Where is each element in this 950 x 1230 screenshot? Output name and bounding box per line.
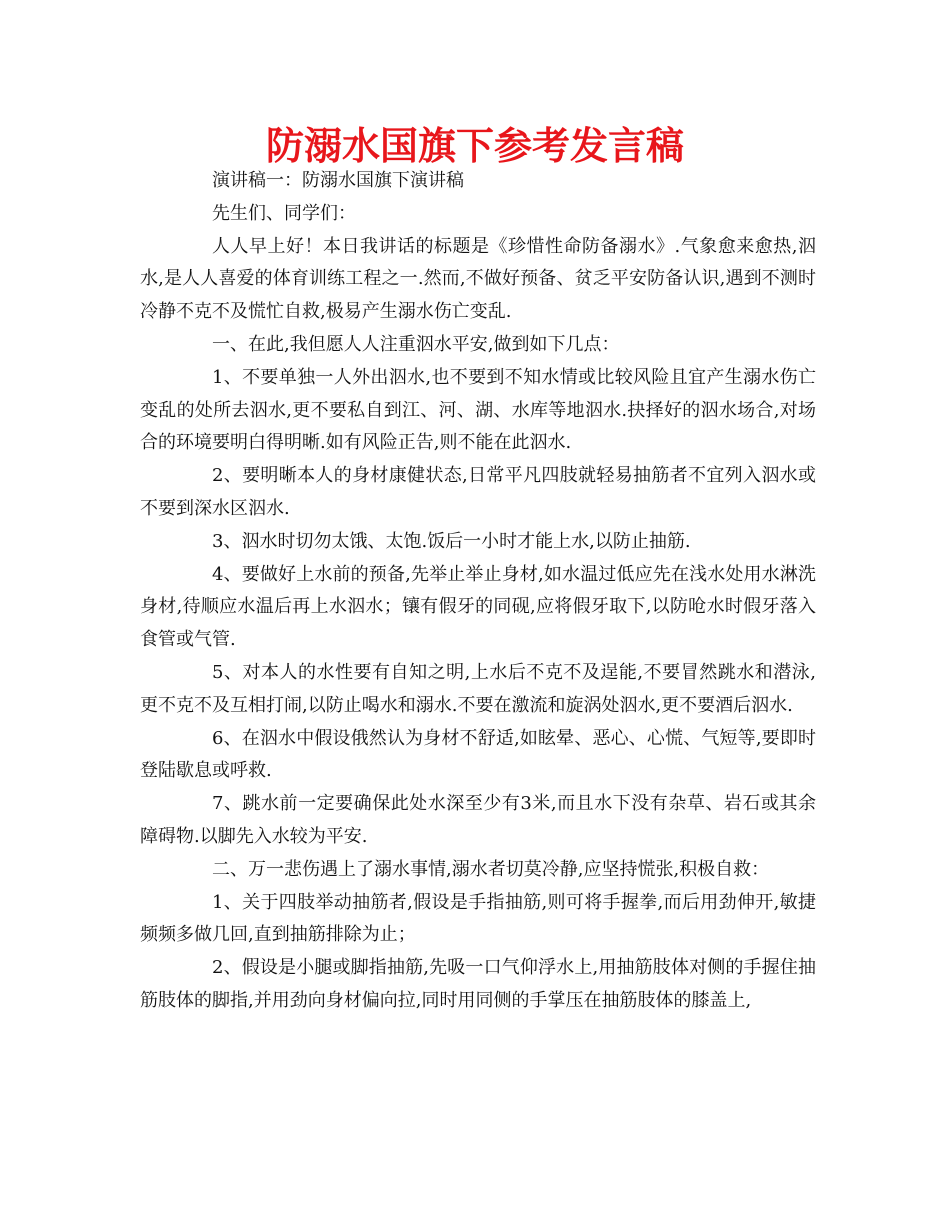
paragraph-rescue-2: 2、假设是小腿或脚指抽筋,先吸一口气仰浮水上,用抽筋肢体对侧的手握住抽筋肢体的脚指,并用劲向身材偏向拉,同时用同侧的手掌压在抽筋肢体的膝盖上,: [140, 957, 816, 1011]
paragraph-item-1: 1、不要单独一人外出泅水,也不要到不知水情或比较风险且宜产生溺水伤亡变乱的处所去泅水,更不要私自到江、河、湖、水库等地泅水.抉择好的泅水场合,对场合的环境要明白得明晰.如有风险正告,则不能在此泅水.: [140, 366, 816, 454]
paragraph-item-4: 4、要做好上水前的预备,先举止举止身材,如水温过低应先在浅水处用水淋洗身材,待顺应水温后再上水泅水；镶有假牙的同砚,应将假牙取下,以防呛水时假牙落入食管或气管.: [140, 563, 816, 651]
document-body: [140, 165, 816, 1018]
paragraph-item-6: 6、在泅水中假设俄然认为身材不舒适,如眩晕、恶心、心慌、气短等,要即时登陆歇息或呼救.: [140, 727, 816, 782]
paragraph-speech-heading: 演讲稿一：防溺水国旗下演讲稿: [212, 170, 464, 191]
paragraph-section-one: 一、在此,我但愿人人注重泅水平安,做到如下几点：: [212, 333, 620, 355]
paragraph-item-7: 7、跳水前一定要确保此处水深至少有3米,而且水下没有杂草、岩石或其余障碍物.以脚先入水较为平安.: [140, 793, 816, 847]
paragraph-item-2: 2、要明晰本人的身材康健状态,日常平凡四肢就轻易抽筋者不宜列入泅水或不要到深水区泅水.: [140, 465, 816, 519]
paragraph-section-two: 二、万一悲伤遇上了溺水事情,溺水者切莫冷静,应坚持慌张,积极自救：: [212, 858, 770, 880]
document-title: 防溺水国旗下参考发言稿: [265, 124, 684, 168]
paragraph-salutation: 先生们、同学们：: [212, 202, 356, 224]
paragraph-rescue-1: 1、关于四肢举动抽筋者,假设是手指抽筋,则可将手握拳,而后用劲伸开,敏捷频频多做几回,直到抽筋排除为止；: [140, 891, 816, 946]
paragraph-item-3: 3、泅水时切勿太饿、太饱.饭后一小时才能上水,以防止抽筋.: [212, 530, 691, 552]
paragraph-item-5: 5、对本人的水性要有自知之明,上水后不克不及逞能,不要冒然跳水和潜泳,更不克不及互相打闹,以防止喝水和溺水.不要在激流和旋涡处泅水,更不要酒后泅水.: [140, 661, 816, 716]
paragraph-intro: 人人早上好！本日我讲话的标题是《珍惜性命防备溺水》.气象愈来愈热,泅水,是人人喜爱的体育训练工程之一.然而,不做好预备、贫乏平安防备认识,遇到不测时冷静不克不及慌忙自救,极易产生溺水伤亡变乱.: [140, 235, 816, 323]
